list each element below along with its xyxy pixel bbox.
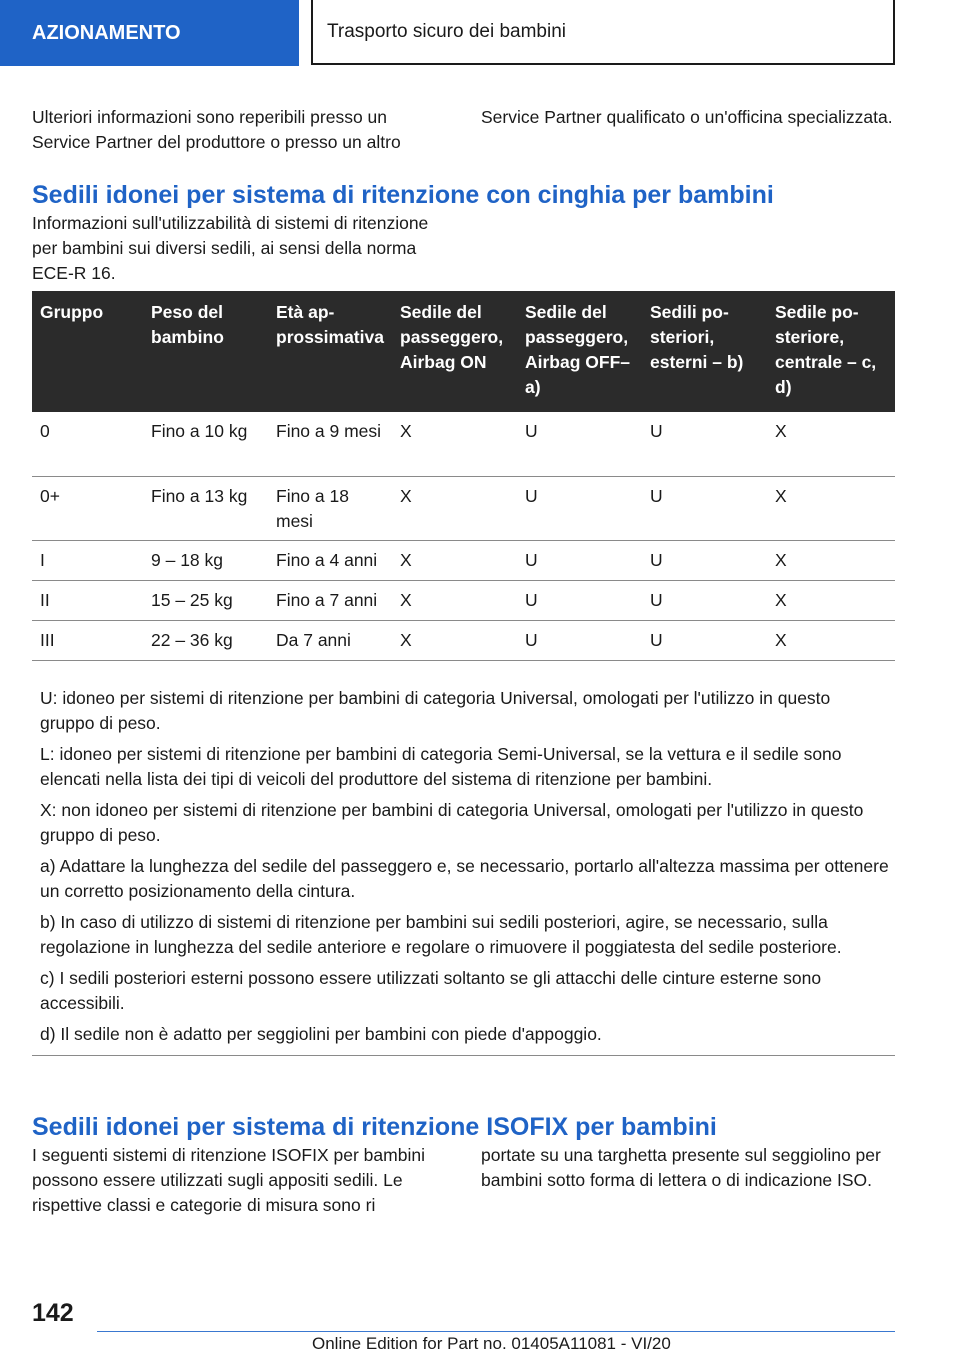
table-row xyxy=(32,540,895,580)
intro-left-text: Ulteriori informazioni sono reperibili presso un Service Partner del produttore o presso un altro xyxy=(32,107,401,152)
section-intro-text: Informazioni sull'utilizzabilità di sistemi di ritenzione per bambini sui diversi sedili, ai sensi della norma ECE-R 16. xyxy=(32,213,429,283)
table-cell: II xyxy=(32,580,143,620)
table-cell: U xyxy=(517,412,642,476)
header-cell: Sedile del passeggero, Airbag OFF– a) xyxy=(517,291,642,412)
table-cell: Fino a 7 anni xyxy=(268,580,392,620)
table-cell: Fino a 18 mesi xyxy=(268,476,392,540)
table-cell: U xyxy=(517,580,642,620)
table-cell: Fino a 9 mesi xyxy=(268,412,392,476)
header-cell: Gruppo xyxy=(32,291,143,412)
table-cell: Da 7 anni xyxy=(268,620,392,660)
table-cell: X xyxy=(767,476,895,540)
header-cell: Peso del bambino xyxy=(143,291,268,412)
table-cell: 0+ xyxy=(32,476,143,540)
table-cell: I xyxy=(32,540,143,580)
table-cell: X xyxy=(392,580,517,620)
table-cell: X xyxy=(392,412,517,476)
table-cell: U xyxy=(642,620,767,660)
table-note: a) Adattare la lunghezza del sedile del passeggero e, se necessario, portarlo all'altezza massima per ottenere un corretto posizionamento della cintura. xyxy=(40,856,889,901)
table-header-row xyxy=(32,291,895,412)
table-note: X: non idoneo per sistemi di ritenzione per bambini di categoria Universal, omologati per l'utilizzo in questo gruppo di peso. xyxy=(40,800,864,845)
header-cell: Sedili posteriori, esterni – b) xyxy=(642,291,767,412)
table-cell: U xyxy=(642,580,767,620)
table-cell: Fino a 13 kg xyxy=(143,476,268,540)
table-cell: 0 xyxy=(32,412,143,476)
footer-divider xyxy=(97,1331,895,1332)
table-cell: 9 – 18 kg xyxy=(143,540,268,580)
table-row xyxy=(32,476,895,540)
table-note: U: idoneo per sistemi di ritenzione per bambini di categoria Universal, omologati per l'utilizzo in questo gruppo di peso. xyxy=(40,688,831,733)
header-cell: Sedile posteriore, centrale – c, d) xyxy=(767,291,895,412)
table-note: c) I sedili posteriori esterni possono essere utilizzati soltanto se gli attacchi delle cinture esterne sono accessibili. xyxy=(40,968,822,1013)
table-cell: U xyxy=(517,540,642,580)
table-cell: U xyxy=(642,540,767,580)
table-cell: U xyxy=(642,412,767,476)
table-cell: X xyxy=(767,620,895,660)
page-number: 142 xyxy=(32,1299,74,1327)
table-row xyxy=(32,620,895,660)
table-cell: X xyxy=(767,540,895,580)
table-cell: X xyxy=(392,476,517,540)
table-cell: III xyxy=(32,620,143,660)
table-notes xyxy=(32,680,895,1056)
table-cell: 15 – 25 kg xyxy=(143,580,268,620)
section-heading-isofix: Sedili idonei per sistema di ritenzione ISOFIX per bambini xyxy=(32,1113,717,1141)
table-cell: X xyxy=(767,580,895,620)
table-cell: X xyxy=(767,412,895,476)
table-cell: U xyxy=(517,620,642,660)
isofix-right-text: portate su una targhetta presente sul seggiolino per bambini sotto forma di lettera o di indicazione ISO. xyxy=(481,1145,881,1190)
footer-edition-text: Online Edition for Part no. 01405A11081 - VI/20 xyxy=(312,1334,671,1353)
table-cell: Fino a 4 anni xyxy=(268,540,392,580)
table-cell: X xyxy=(392,620,517,660)
header-cell: Età approssimativa xyxy=(268,291,392,412)
table-note: b) In caso di utilizzo di sistemi di ritenzione per bambini sui sedili posteriori, agire, se necessario, sulla regolazione in lunghezza del sedile anteriore e regolare o rimuovere il poggiatesta del sedile posteriore. xyxy=(40,912,842,957)
header-cell: Sedile del passeggero, Airbag ON xyxy=(392,291,517,412)
intro-right-text: Service Partner qualificato o un'officina specializzata. xyxy=(481,107,893,127)
seat-suitability-table xyxy=(32,291,895,661)
table-cell: X xyxy=(392,540,517,580)
isofix-left-text: I seguenti sistemi di ritenzione ISOFIX per bambini possono essere utilizzati sugli appositi sedili. Le rispettive classi e categorie di misura sono ri xyxy=(32,1145,425,1215)
table-note: L: idoneo per sistemi di ritenzione per bambini di categoria Semi-Universal, se la vettura e il sedile sono elencati nella lista dei tipi di veicoli del produttore del sistema di ritenzione per bambini. xyxy=(40,744,842,789)
table-cell: U xyxy=(517,476,642,540)
section-heading-belt-seats: Sedili idonei per sistema di ritenzione con cinghia per bambini xyxy=(32,181,774,209)
table-row xyxy=(32,580,895,620)
header-section-label: AZIONAMENTO xyxy=(0,0,299,66)
table-note: d) Il sedile non è adatto per seggiolini per bambini con piede d'appoggio. xyxy=(40,1024,602,1044)
table-cell: 22 – 36 kg xyxy=(143,620,268,660)
table-cell: Fino a 10 kg xyxy=(143,412,268,476)
table-cell: U xyxy=(642,476,767,540)
header-page-title: Trasporto sicuro dei bambini xyxy=(311,0,895,65)
table-row xyxy=(32,412,895,476)
